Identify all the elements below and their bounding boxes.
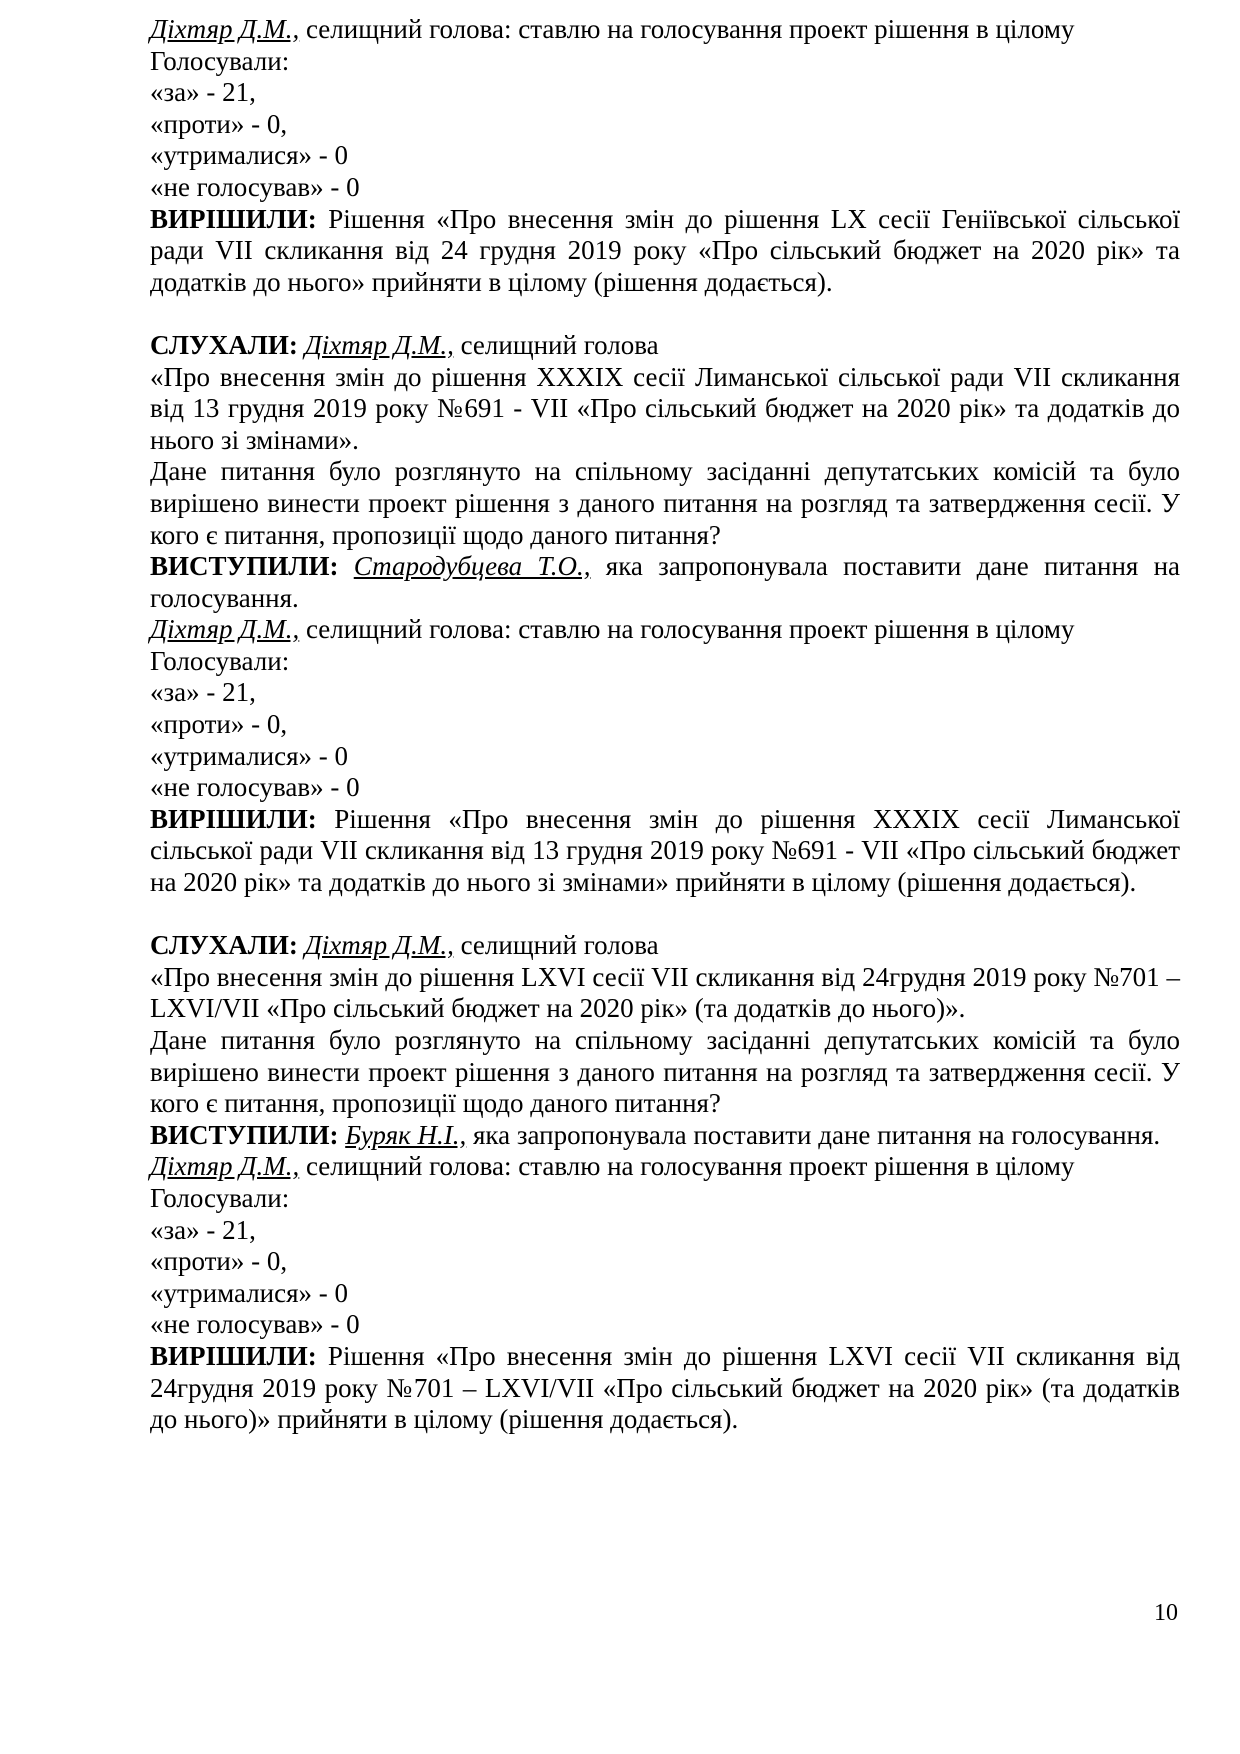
heard-role: селищний голова <box>453 329 659 360</box>
speaker-role: селищний голова: ставлю на голосування проект рішення в цілому <box>299 614 1075 645</box>
vote-against: «проти» - 0, <box>150 709 288 740</box>
heard-label: СЛУХАЛИ: <box>150 329 298 360</box>
speaker-name: Діхтяр Д.М., <box>150 14 300 44</box>
heard-label: СЛУХАЛИ: <box>150 930 298 961</box>
vote-against: «проти» - 0, <box>150 1246 288 1277</box>
heard-role: селищний голова <box>453 930 659 961</box>
chair-statement <box>150 1151 1180 1183</box>
vote-not-voted: «не голосував» - 0 <box>150 1309 360 1340</box>
spoke-name: Буряк Н.І., <box>345 1119 467 1150</box>
speaker-name: Діхтяр Д.М., <box>150 614 300 645</box>
spoke-label: ВИСТУПИЛИ: <box>150 551 339 582</box>
heard-name: Діхтяр Д.М., <box>304 930 454 961</box>
decided-text: Рішення «Про внесення змін до рішення LXVI сесії VII скликання від 24грудня 2019 року №701 – LXVI/VII «Про сільський бюджет на 2020 рік» (та додатків до нього)» прийняти в цілому (рішення додається). <box>150 1340 1180 1435</box>
heard-line <box>150 330 1180 362</box>
decision-paragraph <box>150 1341 1180 1436</box>
vote-not-voted: «не голосував» - 0 <box>150 171 360 202</box>
chair-statement <box>150 614 1180 646</box>
vote-abstained: «утрималися» - 0 <box>150 140 349 171</box>
heard-line <box>150 930 1180 962</box>
speaker-name: Діхтяр Д.М., <box>150 1151 300 1182</box>
discussion-paragraph: Дане питання було розглянуто на спільному засіданні депутатських комісій та було вирішено винести проект рішення з даного питання на розгляд та затвердження сесії. У кого є питання, пропозиції щодо даного питання? <box>150 456 1180 550</box>
vote-for: «за» - 21, <box>150 677 256 708</box>
vote-heading: Голосували: <box>150 1182 290 1213</box>
decided-text: Рішення «Про внесення змін до рішення XXXIX сесії Лиманської сільської ради VII скликання від 13 грудня 2019 року №691 - VII «Про сільський бюджет на 2020 рік» та додатків до нього зі змінами» прийняти в цілому (рішення додається). <box>150 803 1180 898</box>
spoke-label: ВИСТУПИЛИ: <box>150 1119 339 1150</box>
decided-label: ВИРІШИЛИ: <box>150 203 317 234</box>
chair-statement <box>150 14 1180 46</box>
spoke-text: яка запропонувала поставити дане питання на голосування. <box>150 551 1181 613</box>
page-number: 10 <box>1154 1600 1178 1626</box>
topic-paragraph: «Про внесення змін до рішення LXVI сесії VII скликання від 24грудня 2019 року №701 – LXVI/VII «Про сільський бюджет на 2020 рік» (та додатків до нього)». <box>150 961 1180 1024</box>
decided-label: ВИРІШИЛИ: <box>150 803 317 834</box>
agenda-item-xxxix <box>150 330 1180 899</box>
spoke-name: Стародубцева Т.О., <box>353 551 591 582</box>
spoke-paragraph <box>150 551 1180 614</box>
speaker-role: селищний голова: ставлю на голосування проект рішення в цілому <box>299 14 1075 44</box>
decided-label: ВИРІШИЛИ: <box>150 1340 317 1371</box>
vote-for: «за» - 21, <box>150 77 256 108</box>
spoke-paragraph <box>150 1120 1180 1152</box>
document-page <box>150 14 1180 1436</box>
spacer <box>150 298 1180 330</box>
decision-paragraph <box>150 804 1180 899</box>
vote-abstained: «утрималися» - 0 <box>150 740 349 771</box>
heard-name: Діхтяр Д.М., <box>304 329 454 360</box>
spoke-text: яка запропонувала поставити дане питання на голосування. <box>466 1119 1161 1150</box>
vote-heading: Голосували: <box>150 45 290 76</box>
decision-paragraph <box>150 204 1180 299</box>
decided-text: Рішення «Про внесення змін до рішення LX сесії Геніївської сільської ради VII скликання від 24 грудня 2019 року «Про сільський бюджет на 2020 рік» та додатків до нього» прийняти в цілому (рішення додається). <box>150 203 1180 297</box>
vote-abstained: «утрималися» - 0 <box>150 1277 349 1308</box>
decision-block-lx <box>150 14 1180 298</box>
discussion-paragraph: Дане питання було розглянуто на спільному засіданні депутатських комісій та було вирішено винести проект рішення з даного питання на розгляд та затвердження сесії. У кого є питання, пропозиції щодо даного питання? <box>150 1025 1180 1119</box>
vote-against: «проти» - 0, <box>150 108 288 139</box>
vote-heading: Голосували: <box>150 645 290 676</box>
spacer <box>150 899 1180 931</box>
topic-paragraph: «Про внесення змін до рішення XXXIX сесії Лиманської сільської ради VII скликання від 13 грудня 2019 року №691 - VII «Про сільський бюджет на 2020 рік» та додатків до нього зі змінами». <box>150 361 1180 455</box>
speaker-role: селищний голова: ставлю на голосування проект рішення в цілому <box>299 1151 1075 1182</box>
vote-not-voted: «не голосував» - 0 <box>150 772 360 803</box>
agenda-item-lxvi <box>150 930 1180 1436</box>
vote-for: «за» - 21, <box>150 1214 256 1245</box>
